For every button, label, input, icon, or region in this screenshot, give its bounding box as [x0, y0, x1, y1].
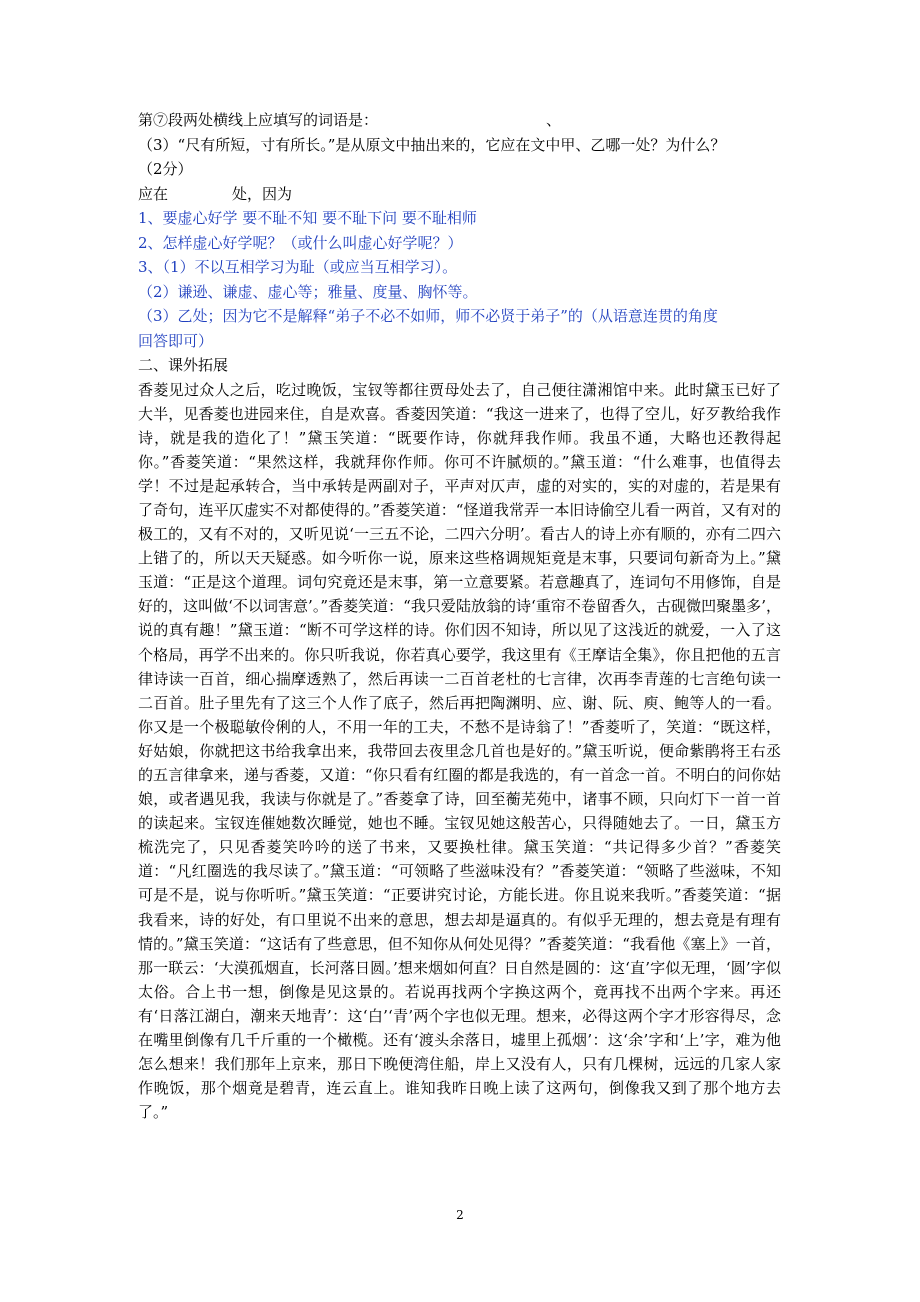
- answer-3-3-line-1: （3）乙处；因为它不是解释“弟子不必不如师，师不必贤于弟子”的（从语意连贯的角度: [138, 307, 718, 325]
- answer-line: [138, 182, 786, 207]
- answer-3-3-line-2: 回答即可）: [138, 331, 214, 350]
- question-7-line: [138, 108, 786, 133]
- reading-passage: 香菱见过众人之后，吃过晚饭，宝钗等都往贾母处去了，自己便往潇湘馆中来。此时黛玉已好了大半，见香菱也进园来住，自是欢喜。香菱因笑道：“我这一进来了，也得了空儿，好歹教给我作诗，就是我的造化了！”黛玉笑道：“既要作诗，你就拜我作师。我虽不通，大略也还教得起你。”香菱笑道：“果然这样，我就拜你作师。你可不许腻烦的。”黛玉道：“什么难事，也值得去学！不过是起承转合，当中承转是两副对子，平声对仄声，虚的对实的，实的对虚的，若是果有了奇句，连平仄虚实不对都使得的。”香菱笑道：“怪道我常弄一本旧诗偷空儿看一两首，又有对的极工的，又有不对的，又听见说‘一三五不论，二四六分明’。看古人的诗上亦有顺的，亦有二四六上错了的，所以天天疑惑。如今听你一说，原来这些格调规矩竟是末事，只要词句新奇为上。”黛玉道：“正是这个道理。词句究竟还是末事，第一立意要紧。若意趣真了，连词句不用修饰，自是好的，这叫做‘不以词害意’。”香菱笑道：“我只爱陆放翁的诗‘重帘不卷留香久，古砚微凹聚墨多’，说的真有趣！”黛玉道：“断不可学这样的诗。你们因不知诗，所以见了这浅近的就爱，一入了这个格局，再学不出来的。你只听我说，你若真心要学，我这里有《王摩诘全集》，你且把他的五言律诗读一百首，细心揣摩透熟了，然后再读一二百首老杜的七言律，次再李青莲的七言绝句读一二百首。肚子里先有了这三个人作了底子，然后再把陶渊明、应、谢、阮、庾、鲍等人的一看。你又是一个极聪敏伶俐的人，不用一年的工夫，不愁不是诗翁了！”香菱听了，笑道：“既这样，好姑娘，你就把这书给我拿出来，我带回去夜里念几首也是好的。”黛玉听说，便命紫鹃将王右丞的五言律拿来，递与香菱，又道：“你只看有红圈的都是我选的，有一首念一首。不明白的问你姑娘，或者遇见我，我读与你就是了。”香菱拿了诗，回至蘅芜苑中，诸事不顾，只向灯下一首一首的读起来。宝钗连催她数次睡觉，她也不睡。宝钗见她这般苦心，只得随她去了。一日，黛玉方梳洗完了，只见香菱笑吟吟的送了书来，又要换杜律。黛玉笑道：“共记得多少首？”香菱笑道：“凡红圈选的我尽读了。”黛玉道：“可领略了些滋味没有？”香菱笑道：“领略了些滋味，不知可是不是，说与你听听。”黛玉笑道：“正要讲究讨论，方能长进。你且说来我听。”香菱笑道：“据我看来，诗的好处，有口里说不出来的意思，想去却是逼真的。有似乎无理的，想去竟是有理有情的。”黛玉笑道：“这话有了些意思，但不知你从何处见得？”香菱笑道：“我看他《塞上》一首，那一联云：‘大漠孤烟直，长河落日圆。’想来烟如何直？日自然是圆的：这‘直’字似无理，‘圆’字似太俗。合上书一想，倒像是见这景的。若说再找两个字换这两个，竟再找不出两个字来。再还有‘日落江湖白，潮来天地青’：这‘白’‘青’两个字也似无理。想来，必得这两个字才形容得尽，念在嘴里倒像有几千斤重的一个橄榄。还有‘渡头余落日，墟里上孤烟’：这‘余’字和‘上’字，难为他怎么想来！我们那年上京来，那日下晚便湾住船，岸上又没有人，只有几棵树，远远的几家人家作晚饭，那个烟竟是碧青，连云直上。谁知我昨日晚上读了这两句，倒像我又到了那个地方去了。”: [138, 380, 781, 1122]
- question-7-text: 第⑦段两处横线上应填写的词语是：: [138, 111, 379, 129]
- blank-separator: 、: [546, 111, 562, 129]
- answer-3-2: （2）谦逊、谦虚、虚心等；雅量、度量、胸怀等。: [138, 282, 478, 301]
- answer-mid: 处，因为: [232, 184, 293, 203]
- question-3-line-1: （3）“尺有所短，寸有所长。”是从原文中抽出来的，它应在文中甲、乙哪一处？为什么？: [138, 135, 726, 154]
- answer-3-1: 3、（1）不以互相学习为耻（或应当互相学习）。: [138, 258, 458, 276]
- document-page: [138, 108, 786, 1124]
- answer-2: 2、怎样虚心好学呢？（或什么叫虚心好学呢？）: [138, 233, 463, 252]
- answer-prefix: 应在: [138, 184, 169, 203]
- section-title: 二、课外拓展: [138, 356, 229, 374]
- question-3-line-2: （2分）: [138, 160, 193, 178]
- page-number: 2: [456, 1208, 464, 1222]
- answer-1: 1、要虚心好学 要不耻不知 要不耻下问 要不耻相师: [138, 209, 477, 227]
